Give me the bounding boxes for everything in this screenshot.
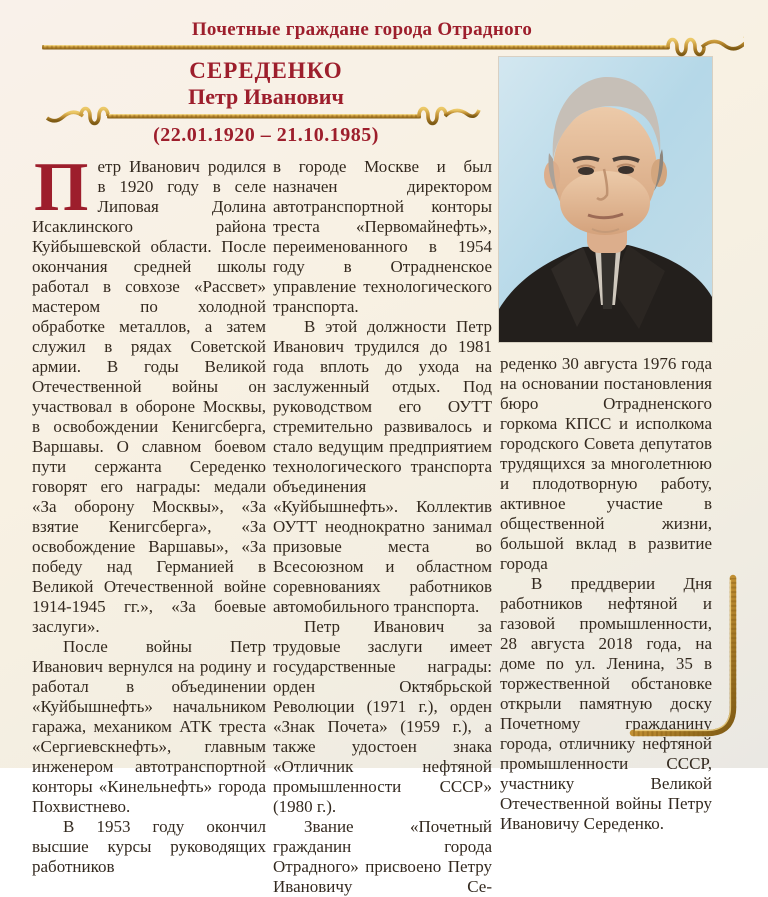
life-dates: (22.01.1920 – 21.10.1985)	[153, 124, 379, 146]
rope-divider-icon	[42, 36, 744, 58]
paragraph: Петр Иванович родился в 1920 году в селе Липовая Долина Исаклинского района Куйбышевской области. После окончания средней школы работал в совхозе «Рассвет» мастером по холодной обработке металлов, а затем служил в рядах Советской армии. В годы Великой Отечественной войны он участвовал в обороне Москвы, в освобождении Кенигсберга, Варшавы. О славном боевом пути сержанта Середенко говорят его награды: медали «За оборону Москвы», «За взятие Кенигсберга», «За освобождение Варшавы», «За победу над Германией в Великой Отечественной войне 1914-1945 гг.», «За боевые заслуги».	[32, 149, 266, 636]
corner-ornament-icon	[629, 574, 743, 742]
person-surname: СЕРЕДЕНКО	[189, 58, 343, 83]
paragraph: реденко 30 августа 1976 года на основании постановления бюро Отрадненского горкома КПСС и исполкома городского Совета депутатов трудящихся за многолетнюю и плодотворную работу, активное участие в общественной жизни, большой вклад в развитие города	[500, 354, 712, 573]
page-title	[55, 57, 477, 110]
paragraph: Звание «Почетный гражданин города Отрадного» присвоено Петру Ивановичу Се-	[273, 817, 492, 896]
paragraph: В этой должности Петр Иванович трудился до 1981 года вплоть до ухода на заслуженный отдых. Под руководством его ОУТТ стремительно развивалось и стало ведущим предприятием технологического транспорта объединения «Куйбышнефть». Коллектив ОУТТ неоднократно занимал призовые места во Всесоюзном и областном соревнованиях работников автомобильного транспорта.	[273, 317, 492, 616]
article-column-1	[32, 149, 266, 877]
paragraph: В 1953 году окончил высшие курсы руководящих работников	[32, 817, 266, 876]
paragraph: в городе Москве и был назначен директором автотранспортной конторы треста «Первомайнефть», переименованного в 1954 году в Отрадненское управление технологического транспорта.	[273, 157, 492, 316]
paragraph: После войны Петр Иванович вернулся на родину и работал в объединении «Куйбышнефть» начальником гаража, механиком АТК треста «Сергиевскнефть», главным инженером автотранспортной конторы «Кинельнефть» города Похвистнево.	[32, 637, 266, 816]
page-header: Почетные граждане города Отрадного	[191, 19, 533, 40]
article-column-2	[273, 157, 492, 897]
portrait-photo	[499, 57, 712, 342]
person-name-patronymic: Петр Иванович	[188, 84, 344, 109]
drop-cap: П	[34, 149, 89, 226]
paragraph: В преддверии Дня работников нефтяной и газовой промышленности, 28 августа 2018 года, на доме по ул. Ленина, 35 в торжественной обстановке открыли памятную доску Почетному гражданину города, отличнику нефтяной промышленности СССР, участнику Великой Отечественной войны Петру Ивановичу Середенко.	[500, 574, 712, 833]
paragraph: Петр Иванович за трудовые заслуги имеет государственные награды: орден Октябрьской Революции (1971 г.), орден «Знак Почета» (1959 г.), а также удостоен знака «Отличник нефтяной промышленности СССР» (1980 г.).	[273, 617, 492, 816]
